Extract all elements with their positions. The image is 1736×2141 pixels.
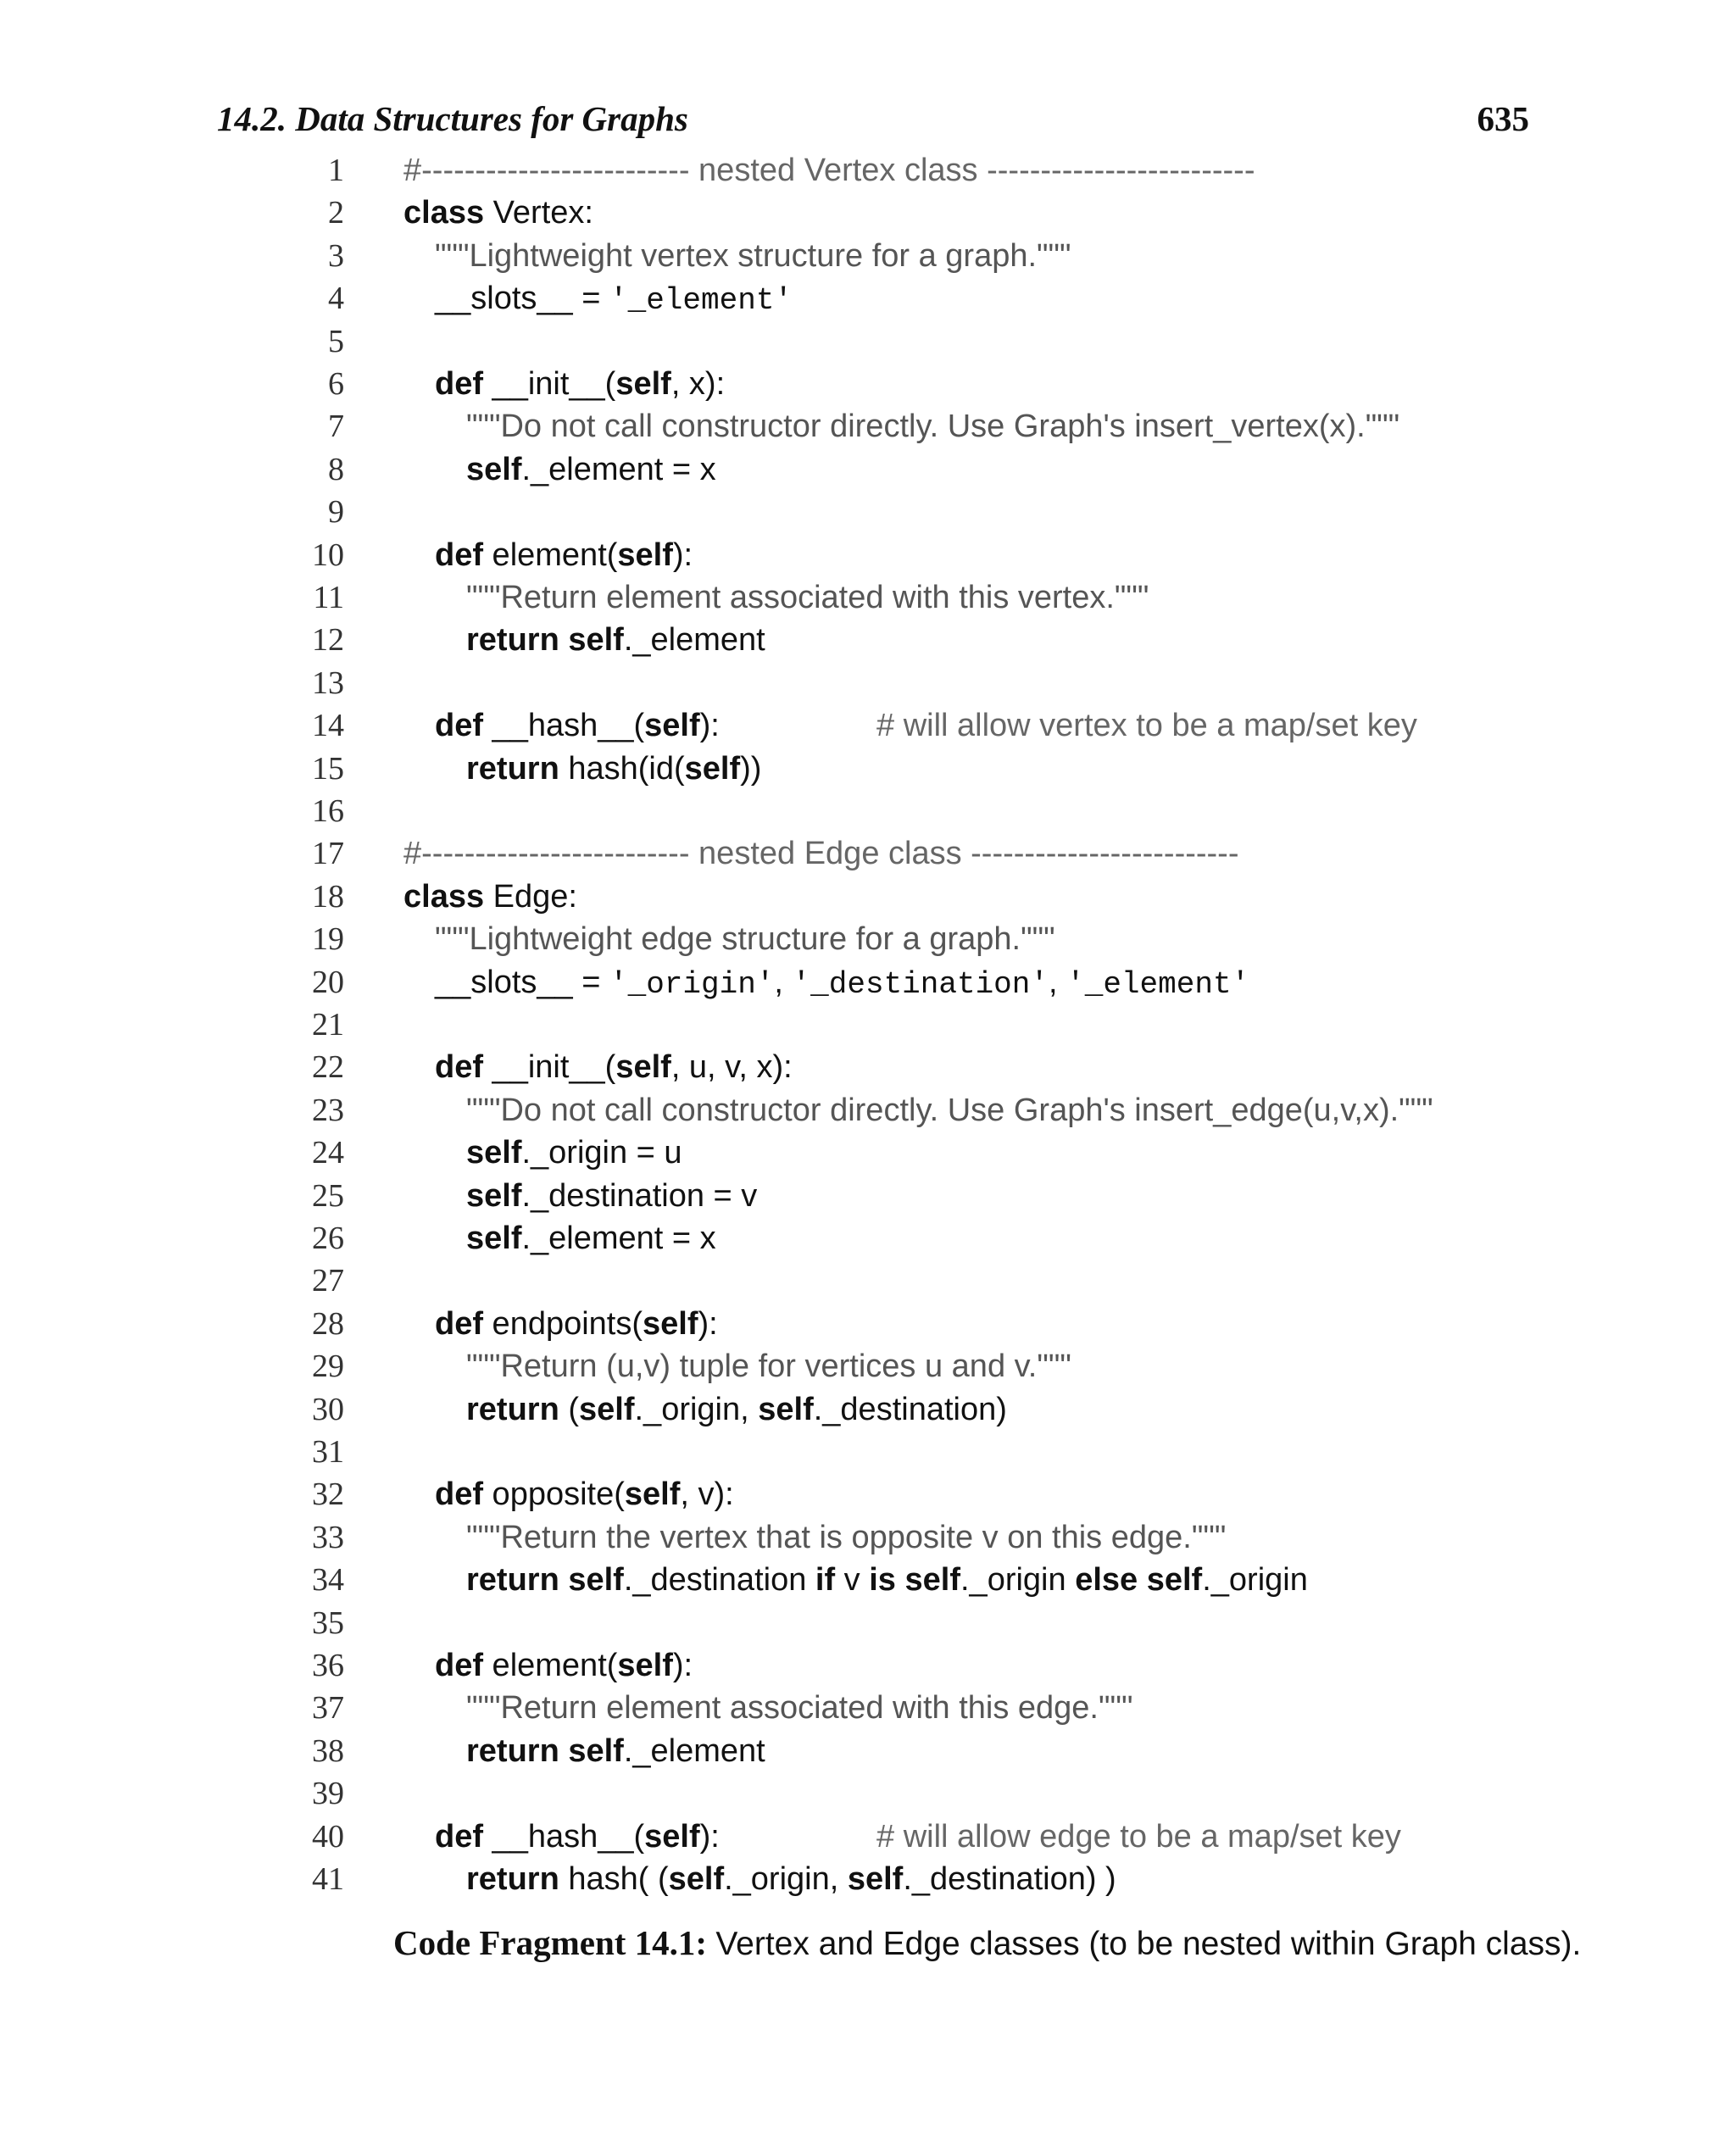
code-token: __hash__( bbox=[483, 1818, 645, 1855]
code-token: Edge: bbox=[484, 878, 577, 915]
line-number: 40 bbox=[312, 1818, 344, 1855]
code-token: """Lightweight edge structure for a graph.""" bbox=[435, 921, 1055, 958]
keyword: self bbox=[466, 1177, 522, 1214]
code-token: v bbox=[835, 1562, 870, 1599]
inline-comment: # will allow vertex to be a map/set key bbox=[876, 708, 1417, 744]
line-number: 26 bbox=[312, 1221, 344, 1256]
keyword: self bbox=[615, 1049, 671, 1086]
line-number: 32 bbox=[312, 1476, 344, 1513]
keyword: self bbox=[617, 537, 673, 573]
string-literal: '_destination' bbox=[792, 966, 1049, 1002]
line-number: 6 bbox=[328, 366, 344, 402]
keyword: def bbox=[435, 1049, 483, 1086]
code-line bbox=[0, 1858, 1736, 1900]
code-text bbox=[466, 1345, 1071, 1387]
code-token: ._destination) ) bbox=[903, 1861, 1116, 1897]
page-header bbox=[217, 98, 1529, 149]
line-number: 24 bbox=[312, 1135, 344, 1171]
line-number: 10 bbox=[312, 537, 344, 573]
section-title: 14.2. Data Structures for Graphs bbox=[217, 99, 688, 138]
line-number: 2 bbox=[328, 195, 344, 231]
line-number: 17 bbox=[312, 836, 344, 872]
code-line bbox=[0, 1816, 1736, 1858]
keyword: self bbox=[758, 1391, 814, 1427]
code-token: element( bbox=[483, 537, 618, 573]
code-text bbox=[466, 1687, 1132, 1729]
code-token: ._origin, bbox=[724, 1861, 848, 1897]
code-token: #------------------------- nested Vertex class ------------------------- bbox=[403, 153, 1255, 188]
code-token bbox=[559, 622, 569, 658]
code-text bbox=[435, 363, 1736, 405]
line-number: 18 bbox=[312, 878, 344, 915]
keyword: self bbox=[568, 622, 624, 659]
code-token: """Return the vertex that is opposite v on this edge.""" bbox=[466, 1519, 1227, 1555]
code-token: __init__( bbox=[483, 366, 616, 402]
code-line bbox=[0, 1730, 1736, 1772]
keyword: self bbox=[624, 1476, 681, 1513]
code-token: , bbox=[1049, 964, 1067, 1000]
keyword: return bbox=[466, 622, 559, 659]
code-token: ._element bbox=[623, 622, 765, 659]
line-number: 27 bbox=[312, 1263, 344, 1299]
code-token: __init__( bbox=[483, 1049, 616, 1086]
code-text bbox=[435, 961, 1736, 1006]
code-line bbox=[0, 1687, 1736, 1729]
code-text bbox=[435, 1046, 1736, 1088]
code-line bbox=[0, 790, 1736, 832]
code-text bbox=[466, 405, 1399, 448]
keyword: self bbox=[579, 1391, 635, 1427]
code-text bbox=[466, 576, 1149, 619]
code-line bbox=[0, 491, 1736, 533]
code-text bbox=[466, 1516, 1226, 1559]
code-text bbox=[435, 534, 1736, 576]
line-number: 22 bbox=[312, 1049, 344, 1086]
caption-label: Code Fragment 14.1: bbox=[393, 1923, 708, 1962]
code-token: ._origin = u bbox=[521, 1135, 682, 1171]
keyword: class bbox=[403, 195, 485, 231]
keyword: self bbox=[684, 750, 741, 787]
code-line bbox=[0, 961, 1736, 1004]
code-line bbox=[0, 576, 1736, 619]
code-text bbox=[466, 1730, 1736, 1772]
line-number: 39 bbox=[312, 1776, 344, 1812]
code-token: """Do not call constructor directly. Use Graph's insert_vertex(x).""" bbox=[466, 409, 1400, 445]
code-token: endpoints( bbox=[483, 1305, 643, 1342]
code-text bbox=[466, 748, 1736, 790]
string-literal: '_origin' bbox=[609, 966, 775, 1002]
code-text bbox=[403, 149, 1255, 192]
page-number: 635 bbox=[1477, 99, 1529, 138]
code-token: """Return element associated with this edge.""" bbox=[466, 1690, 1133, 1727]
code-token: Vertex: bbox=[484, 195, 593, 231]
code-text bbox=[435, 1303, 1736, 1345]
code-line bbox=[0, 832, 1736, 875]
code-token: hash(id( bbox=[559, 750, 685, 787]
code-token bbox=[896, 1562, 905, 1598]
keyword: is bbox=[869, 1562, 896, 1599]
keyword: self bbox=[847, 1861, 904, 1897]
code-token: ._element = x bbox=[521, 1221, 716, 1256]
line-number: 7 bbox=[328, 409, 344, 445]
code-token: #------------------------- nested Edge class ------------------------- bbox=[403, 836, 1239, 872]
code-text bbox=[466, 1388, 1736, 1431]
code-token: """Return (u,v) tuple for vertices u and v.""" bbox=[466, 1349, 1071, 1385]
code-token bbox=[559, 1733, 569, 1769]
code-line bbox=[0, 1175, 1736, 1217]
code-line bbox=[0, 405, 1736, 448]
code-token: ._origin bbox=[1202, 1562, 1308, 1599]
line-number: 34 bbox=[312, 1562, 344, 1599]
code-text bbox=[466, 1858, 1736, 1900]
line-number: 3 bbox=[328, 237, 344, 274]
code-line bbox=[0, 1132, 1736, 1174]
keyword: self bbox=[644, 708, 700, 744]
code-text bbox=[403, 876, 1736, 918]
code-line bbox=[0, 1004, 1736, 1046]
keyword: return bbox=[466, 1861, 559, 1897]
code-line bbox=[0, 704, 1736, 747]
keyword: def bbox=[435, 1305, 483, 1342]
keyword: return bbox=[466, 750, 559, 787]
code-line bbox=[0, 1473, 1736, 1515]
code-line bbox=[0, 1559, 1736, 1601]
keyword: self bbox=[644, 1818, 700, 1855]
code-token: ): bbox=[672, 1648, 693, 1683]
code-token: """Do not call constructor directly. Use Graph's insert_edge(u,v,x).""" bbox=[466, 1092, 1433, 1128]
code-line bbox=[0, 235, 1736, 277]
keyword: def bbox=[435, 537, 483, 573]
string-literal: '_element' bbox=[1066, 966, 1250, 1002]
line-number: 8 bbox=[328, 451, 344, 487]
line-number: 5 bbox=[328, 323, 344, 359]
line-number: 41 bbox=[312, 1861, 344, 1897]
keyword: self bbox=[568, 1562, 624, 1599]
line-number: 16 bbox=[312, 793, 344, 829]
code-token: , u, v, x): bbox=[670, 1049, 793, 1086]
code-token: element( bbox=[483, 1648, 618, 1683]
code-token: ._element = x bbox=[521, 451, 716, 487]
keyword: else bbox=[1075, 1562, 1138, 1599]
code-token: ._destination bbox=[623, 1562, 815, 1599]
code-token: ): bbox=[699, 1818, 720, 1855]
code-line bbox=[0, 1431, 1736, 1473]
code-line bbox=[0, 1516, 1736, 1559]
code-token: )) bbox=[740, 750, 762, 787]
code-token: , v): bbox=[680, 1476, 734, 1513]
caption-text: Vertex and Edge classes (to be nested within Graph class). bbox=[715, 1926, 1582, 1962]
line-number: 9 bbox=[328, 494, 344, 531]
code-text bbox=[466, 1559, 1736, 1601]
code-token: ._destination) bbox=[813, 1391, 1007, 1427]
line-number: 4 bbox=[328, 281, 344, 317]
code-token: ._origin bbox=[960, 1562, 1076, 1599]
code-line bbox=[0, 1217, 1736, 1260]
code-line bbox=[0, 1602, 1736, 1644]
keyword: self bbox=[1146, 1562, 1203, 1599]
keyword: class bbox=[403, 878, 485, 915]
code-line bbox=[0, 1772, 1736, 1815]
code-line bbox=[0, 1388, 1736, 1431]
code-text bbox=[466, 448, 1736, 491]
code-line bbox=[0, 448, 1736, 491]
code-token: ( bbox=[559, 1391, 580, 1427]
code-text bbox=[435, 1473, 1736, 1515]
code-token bbox=[1138, 1562, 1147, 1598]
code-text bbox=[466, 619, 1736, 661]
keyword: self bbox=[617, 1648, 673, 1683]
code-text bbox=[435, 1644, 1736, 1687]
keyword: self bbox=[466, 1135, 522, 1171]
line-number: 12 bbox=[312, 622, 344, 659]
keyword: def bbox=[435, 708, 483, 744]
code-token: hash( ( bbox=[559, 1861, 669, 1897]
keyword: def bbox=[435, 1476, 483, 1513]
keyword: self bbox=[466, 1221, 522, 1256]
code-text bbox=[403, 832, 1239, 875]
keyword: return bbox=[466, 1391, 559, 1427]
code-text bbox=[466, 1217, 1736, 1260]
code-line bbox=[0, 1303, 1736, 1345]
code-text bbox=[466, 1089, 1433, 1132]
line-number: 14 bbox=[312, 708, 344, 744]
keyword: self bbox=[615, 366, 671, 402]
string-literal: '_element' bbox=[609, 283, 793, 319]
keyword: self bbox=[643, 1305, 698, 1342]
code-line bbox=[0, 619, 1736, 661]
line-number: 21 bbox=[312, 1007, 344, 1043]
code-line bbox=[0, 1644, 1736, 1687]
code-caption bbox=[393, 1922, 1581, 1963]
code-token: """Return element associated with this vertex.""" bbox=[466, 580, 1149, 615]
code-line bbox=[0, 876, 1736, 918]
line-number: 37 bbox=[312, 1690, 344, 1727]
line-number: 36 bbox=[312, 1648, 344, 1683]
code-line bbox=[0, 192, 1736, 234]
line-number: 23 bbox=[312, 1092, 344, 1128]
code-line bbox=[0, 320, 1736, 363]
code-line bbox=[0, 1089, 1736, 1132]
code-line bbox=[0, 748, 1736, 790]
code-token: , x): bbox=[670, 366, 726, 402]
keyword: self bbox=[568, 1732, 624, 1769]
line-number: 13 bbox=[312, 665, 344, 701]
line-number: 29 bbox=[312, 1349, 344, 1385]
line-number: 28 bbox=[312, 1305, 344, 1342]
code-text bbox=[435, 235, 1071, 277]
line-number: 1 bbox=[328, 153, 344, 188]
code-line bbox=[0, 1046, 1736, 1088]
code-token bbox=[559, 1562, 569, 1598]
line-number: 30 bbox=[312, 1391, 344, 1427]
code-line bbox=[0, 149, 1736, 192]
code-line bbox=[0, 662, 1736, 704]
code-token: """Lightweight vertex structure for a graph.""" bbox=[435, 237, 1071, 274]
code-token: ): bbox=[699, 708, 720, 744]
keyword: if bbox=[815, 1562, 836, 1599]
keyword: self bbox=[668, 1861, 725, 1897]
code-token: ._origin, bbox=[634, 1391, 759, 1427]
keyword: return bbox=[466, 1562, 559, 1599]
code-text bbox=[435, 918, 1055, 960]
code-line bbox=[0, 277, 1736, 320]
code-token: ._element bbox=[623, 1732, 765, 1769]
code-token: ): bbox=[698, 1305, 718, 1342]
code-line bbox=[0, 363, 1736, 405]
code-text bbox=[466, 1132, 1736, 1174]
code-token: __slots__ = bbox=[435, 964, 609, 1000]
keyword: def bbox=[435, 1818, 483, 1855]
code-token: ._destination = v bbox=[521, 1177, 758, 1214]
inline-comment: # will allow edge to be a map/set key bbox=[876, 1818, 1401, 1855]
line-number: 31 bbox=[312, 1434, 344, 1470]
code-line bbox=[0, 1345, 1736, 1387]
code-line bbox=[0, 1260, 1736, 1302]
code-line bbox=[0, 918, 1736, 960]
code-text bbox=[466, 1175, 1736, 1217]
line-number: 33 bbox=[312, 1519, 344, 1555]
keyword: def bbox=[435, 366, 483, 402]
code-token: __slots__ = bbox=[435, 281, 609, 317]
code-text bbox=[403, 192, 1736, 234]
line-number: 15 bbox=[312, 750, 344, 787]
code-line bbox=[0, 534, 1736, 576]
keyword: def bbox=[435, 1648, 483, 1683]
keyword: self bbox=[466, 451, 522, 487]
line-number: 19 bbox=[312, 921, 344, 958]
keyword: return bbox=[466, 1732, 559, 1769]
keyword: self bbox=[904, 1562, 960, 1599]
line-number: 11 bbox=[313, 580, 344, 615]
line-number: 35 bbox=[312, 1604, 344, 1641]
code-token: ): bbox=[672, 537, 693, 573]
line-number: 38 bbox=[312, 1732, 344, 1769]
code-text bbox=[435, 277, 1736, 322]
line-number: 20 bbox=[312, 964, 344, 1000]
code-token: opposite( bbox=[483, 1476, 625, 1513]
code-token: , bbox=[774, 964, 793, 1000]
code-token: __hash__( bbox=[483, 708, 645, 744]
line-number: 25 bbox=[312, 1177, 344, 1214]
